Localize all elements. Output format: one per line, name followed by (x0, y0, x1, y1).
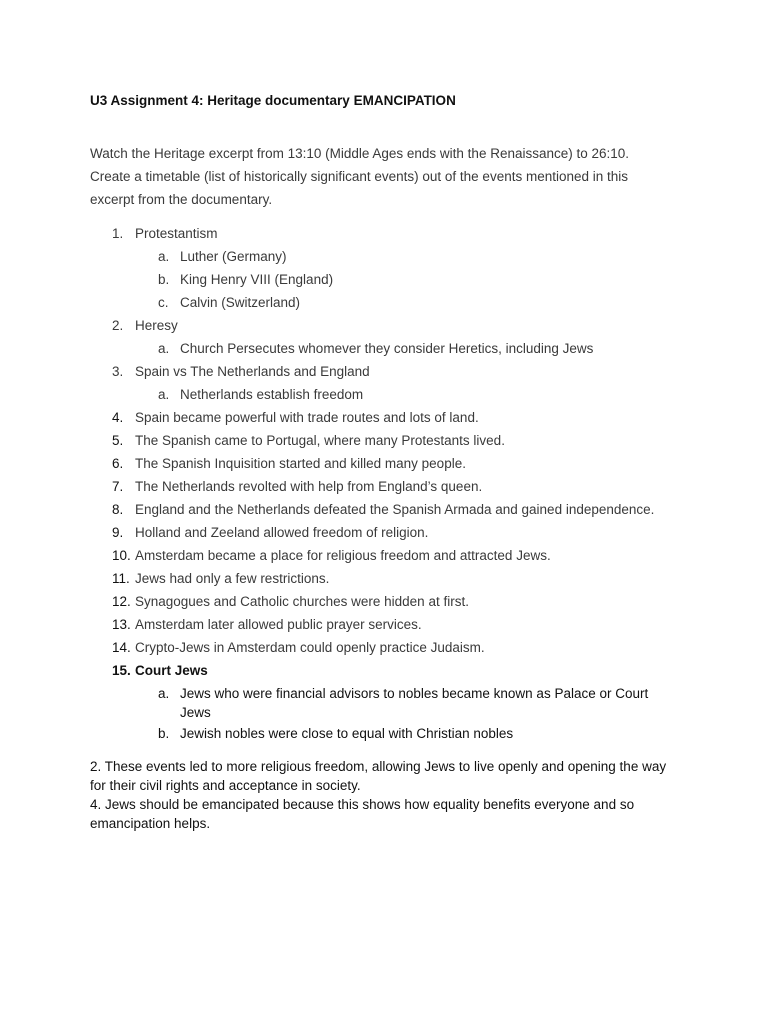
sub-list-letter: a. (158, 341, 170, 356)
sub-list-item (135, 245, 680, 268)
sub-list-letter: b. (158, 726, 170, 741)
sub-list (135, 337, 680, 360)
document-title: U3 Assignment 4: Heritage documentary EMANCIPATION (90, 93, 456, 108)
list-item (90, 429, 680, 452)
list-item-text: Court Jews (135, 663, 208, 678)
sub-list-item (135, 291, 680, 314)
sub-list-letter: b. (158, 272, 170, 287)
sub-list-text: King Henry VIII (England) (180, 272, 334, 287)
list-number: 10. (112, 548, 131, 563)
list-number: 15. (112, 663, 131, 678)
list-item-text: Heresy (135, 318, 178, 333)
list-item-text: Jews had only a few restrictions. (135, 571, 330, 586)
list-item-text: Amsterdam became a place for religious freedom and attracted Jews. (135, 548, 551, 563)
sub-list-item (135, 383, 680, 406)
sub-list-letter: c. (158, 295, 169, 310)
instructions-line: Watch the Heritage excerpt from 13:10 (Middle Ages ends with the Renaissance) to 26:10. (90, 146, 630, 161)
sub-list-item (135, 337, 680, 360)
sub-list (135, 383, 680, 406)
sub-list (135, 682, 680, 743)
list-item (90, 659, 680, 743)
list-number: 7. (112, 479, 124, 494)
sub-list-letter: a. (158, 387, 170, 402)
sub-list-text: Calvin (Switzerland) (180, 295, 301, 310)
sub-list-letter: a. (158, 686, 170, 701)
list-item (90, 222, 680, 314)
list-number: 1. (112, 226, 124, 241)
list-item-text: England and the Netherlands defeated the Spanish Armada and gained independence. (135, 502, 655, 517)
instructions-line: excerpt from the documentary. (90, 192, 273, 207)
list-number: 5. (112, 433, 124, 448)
list-item (90, 452, 680, 475)
sub-list-text: Netherlands establish freedom (180, 387, 364, 402)
sub-list-text: Jewish nobles were close to equal with Christian nobles (180, 726, 514, 741)
list-item-text: Synagogues and Catholic churches were hidden at first. (135, 594, 469, 609)
list-number: 13. (112, 617, 131, 632)
list-item (90, 636, 680, 659)
list-item (90, 544, 680, 567)
list-number: 2. (112, 318, 124, 333)
sub-list-text: Church Persecutes whomever they consider Heretics, including Jews (180, 341, 594, 356)
list-number: 4. (112, 410, 124, 425)
timeline-list (90, 222, 680, 743)
answers-section (90, 757, 680, 833)
sub-list-text: Luther (Germany) (180, 249, 287, 264)
sub-list-item (135, 722, 680, 743)
list-item (90, 567, 680, 590)
list-item-text: Amsterdam later allowed public prayer services. (135, 617, 422, 632)
list-item-text: Protestantism (135, 226, 218, 241)
list-item (90, 498, 680, 521)
sub-list (135, 245, 680, 314)
sub-list-item (135, 682, 680, 722)
list-item-text: The Spanish Inquisition started and killed many people. (135, 456, 466, 471)
list-item (90, 406, 680, 429)
sub-list-letter: a. (158, 249, 170, 264)
list-number: 14. (112, 640, 131, 655)
list-item (90, 475, 680, 498)
list-number: 12. (112, 594, 131, 609)
list-number: 6. (112, 456, 124, 471)
list-number: 3. (112, 364, 124, 379)
list-item-text: The Netherlands revolted with help from England’s queen. (135, 479, 483, 494)
instructions-line: Create a timetable (list of historically significant events) out of the events mentioned in this (90, 169, 629, 184)
answer-paragraph: 4. Jews should be emancipated because this shows how equality benefits everyone and so emancipation helps. (90, 797, 635, 831)
list-number: 8. (112, 502, 124, 517)
list-item-text: Spain vs The Netherlands and England (135, 364, 370, 379)
list-number: 11. (112, 571, 130, 586)
list-item (90, 314, 680, 360)
list-item (90, 590, 680, 613)
document-page (90, 93, 680, 833)
list-item-text: Crypto-Jews in Amsterdam could openly practice Judaism. (135, 640, 485, 655)
list-item-text: The Spanish came to Portugal, where many Protestants lived. (135, 433, 505, 448)
list-item (90, 360, 680, 406)
list-item (90, 613, 680, 636)
list-item (90, 521, 680, 544)
list-number: 9. (112, 525, 124, 540)
instructions (90, 142, 680, 211)
list-item-text: Spain became powerful with trade routes and lots of land. (135, 410, 479, 425)
list-item-text: Holland and Zeeland allowed freedom of religion. (135, 525, 429, 540)
sub-list-text: Jews who were financial advisors to nobles became known as Palace or Court Jews (180, 686, 649, 720)
sub-list-item (135, 268, 680, 291)
answer-paragraph: 2. These events led to more religious freedom, allowing Jews to live openly and opening the way for their civil rights and acceptance in society. (90, 759, 667, 793)
